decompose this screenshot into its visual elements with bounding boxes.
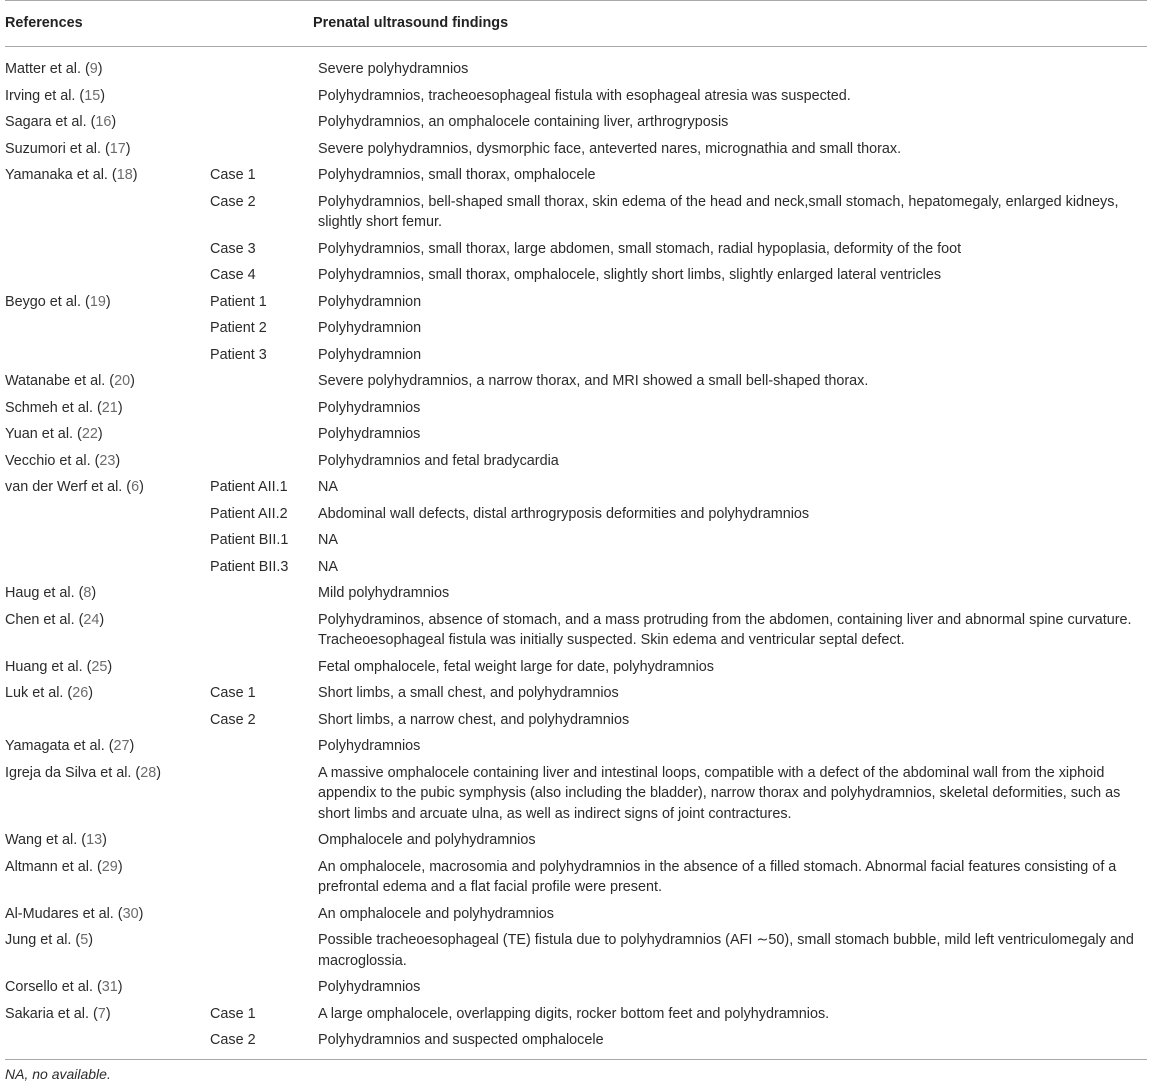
- findings-cell: Polyhydramnios: [318, 399, 421, 416]
- table-row: [5, 759, 1147, 827]
- reference-citation-link[interactable]: 18: [116, 167, 133, 183]
- case-cell: Patient AII.2: [210, 505, 288, 522]
- table-row: [5, 473, 1147, 500]
- reference-cell: Sakaria et al. (7): [5, 1005, 111, 1022]
- reference-citation-link[interactable]: 9: [89, 61, 98, 77]
- table-row: [5, 1026, 1147, 1059]
- reference-cell: Luk et al. (26): [5, 685, 94, 701]
- findings-cell: Polyhydraminos, absence of stomach, and a mass protruding from the abdomen, containing liver and abnormal spine curvature. Tracheoesophageal fistula was initially suspected. Skin edema and ventricular septal defect.: [318, 611, 1132, 648]
- table-row: [5, 314, 1147, 341]
- case-cell: [205, 926, 313, 973]
- reference-cell: Huang et al. (25): [5, 658, 113, 675]
- findings-cell: Polyhydramnios: [318, 738, 421, 754]
- table-row: [5, 526, 1147, 553]
- reference-citation-link[interactable]: 27: [113, 738, 130, 754]
- reference-cell: Al-Mudares et al. (30): [5, 905, 144, 922]
- table-row: [5, 732, 1147, 759]
- case-cell: [205, 447, 313, 474]
- findings-cell: Polyhydramnion: [318, 293, 422, 310]
- table-row: [5, 394, 1147, 421]
- table-row: [5, 47, 1147, 82]
- case-cell: Patient 3: [210, 346, 267, 363]
- table-row: [5, 188, 1147, 235]
- reference-citation-link[interactable]: 26: [72, 685, 89, 701]
- reference-cell: Jung et al. (5): [5, 932, 94, 948]
- case-cell: [205, 973, 313, 1000]
- case-cell: [205, 367, 313, 394]
- table-row: [5, 973, 1147, 1000]
- reference-author: Chen et al.: [5, 611, 75, 628]
- reference-author: Al-Mudares et al.: [5, 905, 114, 922]
- table-row: [5, 579, 1147, 606]
- findings-cell: NA: [318, 558, 338, 575]
- findings-cell: Polyhydramnios: [318, 426, 421, 442]
- reference-author: Yamanaka et al.: [5, 167, 108, 183]
- findings-cell: Polyhydramnios, tracheoesophageal fistula with esophageal atresia was suspected.: [318, 87, 851, 104]
- table-row: [5, 161, 1147, 188]
- header-references: References: [5, 1, 205, 47]
- reference-cell: Suzumori et al. (17): [5, 140, 131, 157]
- findings-cell: Polyhydramnios, small thorax, omphalocele: [318, 167, 596, 183]
- findings-cell: Polyhydramnion: [318, 346, 422, 363]
- findings-cell: A massive omphalocele containing liver and intestinal loops, compatible with a defect of the abdominal wall from the xiphoid appendix to the pubic symphysis (also including the bladder), narrow thorax and polyhydramnios, skeletal deformities, such as short limbs and arcuate ulna, as well as indirect signs of joint contractures.: [318, 764, 1121, 822]
- reference-author: Yuan et al.: [5, 426, 74, 442]
- reference-citation-link[interactable]: 15: [84, 87, 101, 104]
- reference-citation-link[interactable]: 30: [122, 905, 139, 922]
- findings-cell: Polyhydramnios and suspected omphalocele: [313, 1026, 1147, 1059]
- table-row: [5, 235, 1147, 262]
- reference-citation-link[interactable]: 31: [101, 979, 118, 995]
- findings-cell: Polyhydramnios: [318, 979, 421, 995]
- reference-author: Yamagata et al.: [5, 738, 105, 754]
- table-row: [5, 926, 1147, 973]
- case-cell: Case 1: [210, 167, 256, 183]
- reference-citation-link[interactable]: 28: [140, 764, 157, 781]
- case-cell: Patient BII.1: [210, 532, 289, 548]
- reference-author: van der Werf et al.: [5, 479, 123, 495]
- findings-cell: Polyhydramnion: [318, 320, 422, 336]
- reference-cell: Watanabe et al. (20): [5, 373, 135, 389]
- reference-cell: [5, 706, 205, 733]
- findings-cell: Omphalocele and polyhydramnios: [318, 832, 536, 848]
- table-footnote: NA, no available.: [5, 1065, 111, 1082]
- reference-cell: Irving et al. (15): [5, 87, 105, 104]
- reference-citation-link[interactable]: 24: [83, 611, 100, 628]
- reference-cell: Chen et al. (24): [5, 611, 105, 628]
- findings-cell: Polyhydramnios and fetal bradycardia: [318, 452, 559, 469]
- reference-cell: Yuan et al. (22): [5, 426, 103, 442]
- findings-cell: An omphalocele, macrosomia and polyhydramnios in the absence of a filled stomach. Abnormal facial features consisting of a prefrontal edema and a flat facial profile were present.: [318, 858, 1117, 895]
- reference-citation-link[interactable]: 29: [101, 858, 118, 875]
- table-row: [5, 900, 1147, 927]
- case-cell: Case 3: [210, 240, 256, 257]
- case-cell: [205, 82, 313, 109]
- reference-cell: Matter et al. (9): [5, 61, 103, 77]
- reference-author: Luk et al.: [5, 685, 64, 701]
- reference-cell: Yamagata et al. (27): [5, 738, 135, 754]
- reference-cell: Wang et al. (13): [5, 832, 107, 848]
- reference-citation-link[interactable]: 13: [86, 832, 103, 848]
- header-row: [5, 1, 1147, 47]
- table-row: [5, 108, 1147, 135]
- reference-citation-link[interactable]: 6: [131, 479, 140, 495]
- case-cell: [205, 394, 313, 421]
- findings-cell: Severe polyhydramnios, a narrow thorax, and MRI showed a small bell-shaped thorax.: [318, 373, 869, 389]
- findings-cell: NA: [318, 479, 338, 495]
- findings-cell: Short limbs, a narrow chest, and polyhydramnios: [318, 711, 630, 728]
- table-row: [5, 553, 1147, 580]
- reference-author: Altmann et al.: [5, 858, 93, 875]
- findings-cell: Polyhydramnios, an omphalocele containing liver, arthrogryposis: [318, 114, 729, 130]
- findings-cell: Severe polyhydramnios, dysmorphic face, anteverted nares, micrognathia and small thorax.: [318, 140, 902, 157]
- findings-cell: An omphalocele and polyhydramnios: [318, 905, 554, 922]
- reference-citation-link[interactable]: 19: [89, 293, 106, 310]
- case-cell: [205, 853, 313, 900]
- case-cell: Case 4: [210, 267, 256, 283]
- case-cell: [205, 826, 313, 853]
- table-row: [5, 288, 1147, 315]
- reference-citation-link[interactable]: 17: [109, 140, 126, 157]
- case-cell: Case 1: [210, 685, 256, 701]
- case-cell: [205, 900, 313, 927]
- table-row: [5, 826, 1147, 853]
- case-cell: Case 1: [210, 1005, 256, 1022]
- findings-cell: Severe polyhydramnios: [318, 61, 469, 77]
- case-cell: [205, 135, 313, 162]
- case-cell: Case 2: [210, 193, 256, 210]
- reference-cell: [5, 261, 205, 288]
- reference-cell: [5, 500, 205, 527]
- table-row: [5, 82, 1147, 109]
- reference-author: Corsello et al.: [5, 979, 93, 995]
- table-row: [5, 447, 1147, 474]
- reference-author: Watanabe et al.: [5, 373, 106, 389]
- reference-cell: [5, 526, 205, 553]
- table-row: [5, 653, 1147, 680]
- table-row: [5, 367, 1147, 394]
- reference-cell: Sagara et al. (16): [5, 114, 117, 130]
- findings-cell: Fetal omphalocele, fetal weight large for date, polyhydramnios: [318, 658, 714, 675]
- table-row: [5, 1000, 1147, 1027]
- reference-author: Igreja da Silva et al.: [5, 764, 132, 781]
- reference-citation-link[interactable]: 8: [83, 585, 92, 601]
- findings-cell: Polyhydramnios, small thorax, large abdomen, small stomach, radial hypoplasia, deformity of the foot: [318, 240, 962, 257]
- reference-cell: [5, 553, 205, 580]
- findings-cell: Polyhydramnios, bell-shaped small thorax, skin edema of the head and neck,small stomach, hepatomegaly, enlarged kidneys, slightly short femur.: [318, 193, 1119, 230]
- reference-citation-link[interactable]: 22: [81, 426, 98, 442]
- reference-author: Sagara et al.: [5, 114, 87, 130]
- reference-cell: [5, 188, 205, 235]
- reference-citation-link[interactable]: 21: [101, 399, 118, 416]
- findings-cell: Polyhydramnios, small thorax, omphalocele, slightly short limbs, slightly enlarged lateral ventricles: [318, 267, 942, 283]
- reference-citation-link[interactable]: 23: [99, 452, 116, 469]
- reference-author: Wang et al.: [5, 832, 78, 848]
- table-row: [5, 706, 1147, 733]
- table-header: [5, 1, 1147, 47]
- reference-author: Huang et al.: [5, 658, 83, 675]
- reference-cell: Beygo et al. (19): [5, 293, 111, 310]
- table-row: [5, 341, 1147, 368]
- table-row: [5, 679, 1147, 706]
- case-cell: Case 2: [205, 1026, 313, 1059]
- reference-author: Suzumori et al.: [5, 140, 101, 157]
- reference-cell: Yamanaka et al. (18): [5, 167, 138, 183]
- reference-cell: [5, 314, 205, 341]
- case-cell: [205, 47, 313, 82]
- case-cell: [205, 420, 313, 447]
- table-row: [5, 606, 1147, 653]
- header-case: [205, 1, 313, 47]
- findings-cell: NA: [318, 532, 338, 548]
- findings-cell: Short limbs, a small chest, and polyhydramnios: [318, 685, 619, 701]
- reference-citation-link[interactable]: 25: [91, 658, 108, 675]
- reference-author: Jung et al.: [5, 932, 72, 948]
- case-cell: Patient 1: [210, 293, 267, 310]
- reference-author: Vecchio et al.: [5, 452, 91, 469]
- case-cell: Patient BII.3: [210, 558, 289, 575]
- case-cell: Patient 2: [210, 320, 267, 336]
- reference-cell: van der Werf et al. (6): [5, 479, 144, 495]
- table-body: [5, 47, 1147, 1060]
- header-findings: Prenatal ultrasound findings: [313, 1, 1147, 47]
- reference-author: Schmeh et al.: [5, 399, 93, 416]
- case-cell: [205, 579, 313, 606]
- findings-cell: Possible tracheoesophageal (TE) fistula due to polyhydramnios (AFI ∼50), small stomach bubble, mild left ventriculomegaly and macroglossia.: [318, 932, 1134, 969]
- case-cell: Patient AII.1: [210, 479, 288, 495]
- reference-author: Haug et al.: [5, 585, 75, 601]
- reference-author: Beygo et al.: [5, 293, 82, 310]
- reference-citation-link[interactable]: 16: [95, 114, 112, 130]
- reference-cell: Corsello et al. (31): [5, 979, 123, 995]
- reference-cell: Altmann et al. (29): [5, 858, 123, 875]
- findings-cell: Mild polyhydramnios: [318, 585, 450, 601]
- table-row: [5, 135, 1147, 162]
- table-row: [5, 420, 1147, 447]
- case-cell: [205, 732, 313, 759]
- reference-author: Irving et al.: [5, 87, 76, 104]
- table-row: [5, 261, 1147, 288]
- case-cell: [205, 606, 313, 653]
- reference-cell: Igreja da Silva et al. (28): [5, 764, 161, 781]
- case-cell: [205, 108, 313, 135]
- reference-citation-link[interactable]: 7: [97, 1005, 106, 1022]
- reference-author: Sakaria et al.: [5, 1005, 89, 1022]
- reference-citation-link[interactable]: 20: [114, 373, 131, 389]
- reference-cell: [5, 341, 205, 368]
- reference-cell: Haug et al. (8): [5, 585, 97, 601]
- reference-citation-link[interactable]: 5: [80, 932, 89, 948]
- reference-cell: Schmeh et al. (21): [5, 399, 123, 416]
- case-cell: [205, 759, 313, 827]
- table-row: [5, 500, 1147, 527]
- reference-author: Matter et al.: [5, 61, 81, 77]
- findings-cell: Abdominal wall defects, distal arthrogryposis deformities and polyhydramnios: [318, 505, 810, 522]
- table-row: [5, 853, 1147, 900]
- reference-cell: Vecchio et al. (23): [5, 452, 121, 469]
- case-cell: [205, 653, 313, 680]
- case-cell: Case 2: [210, 711, 256, 728]
- reference-cell: [5, 1026, 205, 1059]
- findings-table: [5, 0, 1147, 1060]
- reference-cell: [5, 235, 205, 262]
- findings-cell: A large omphalocele, overlapping digits, rocker bottom feet and polyhydramnios.: [318, 1005, 830, 1022]
